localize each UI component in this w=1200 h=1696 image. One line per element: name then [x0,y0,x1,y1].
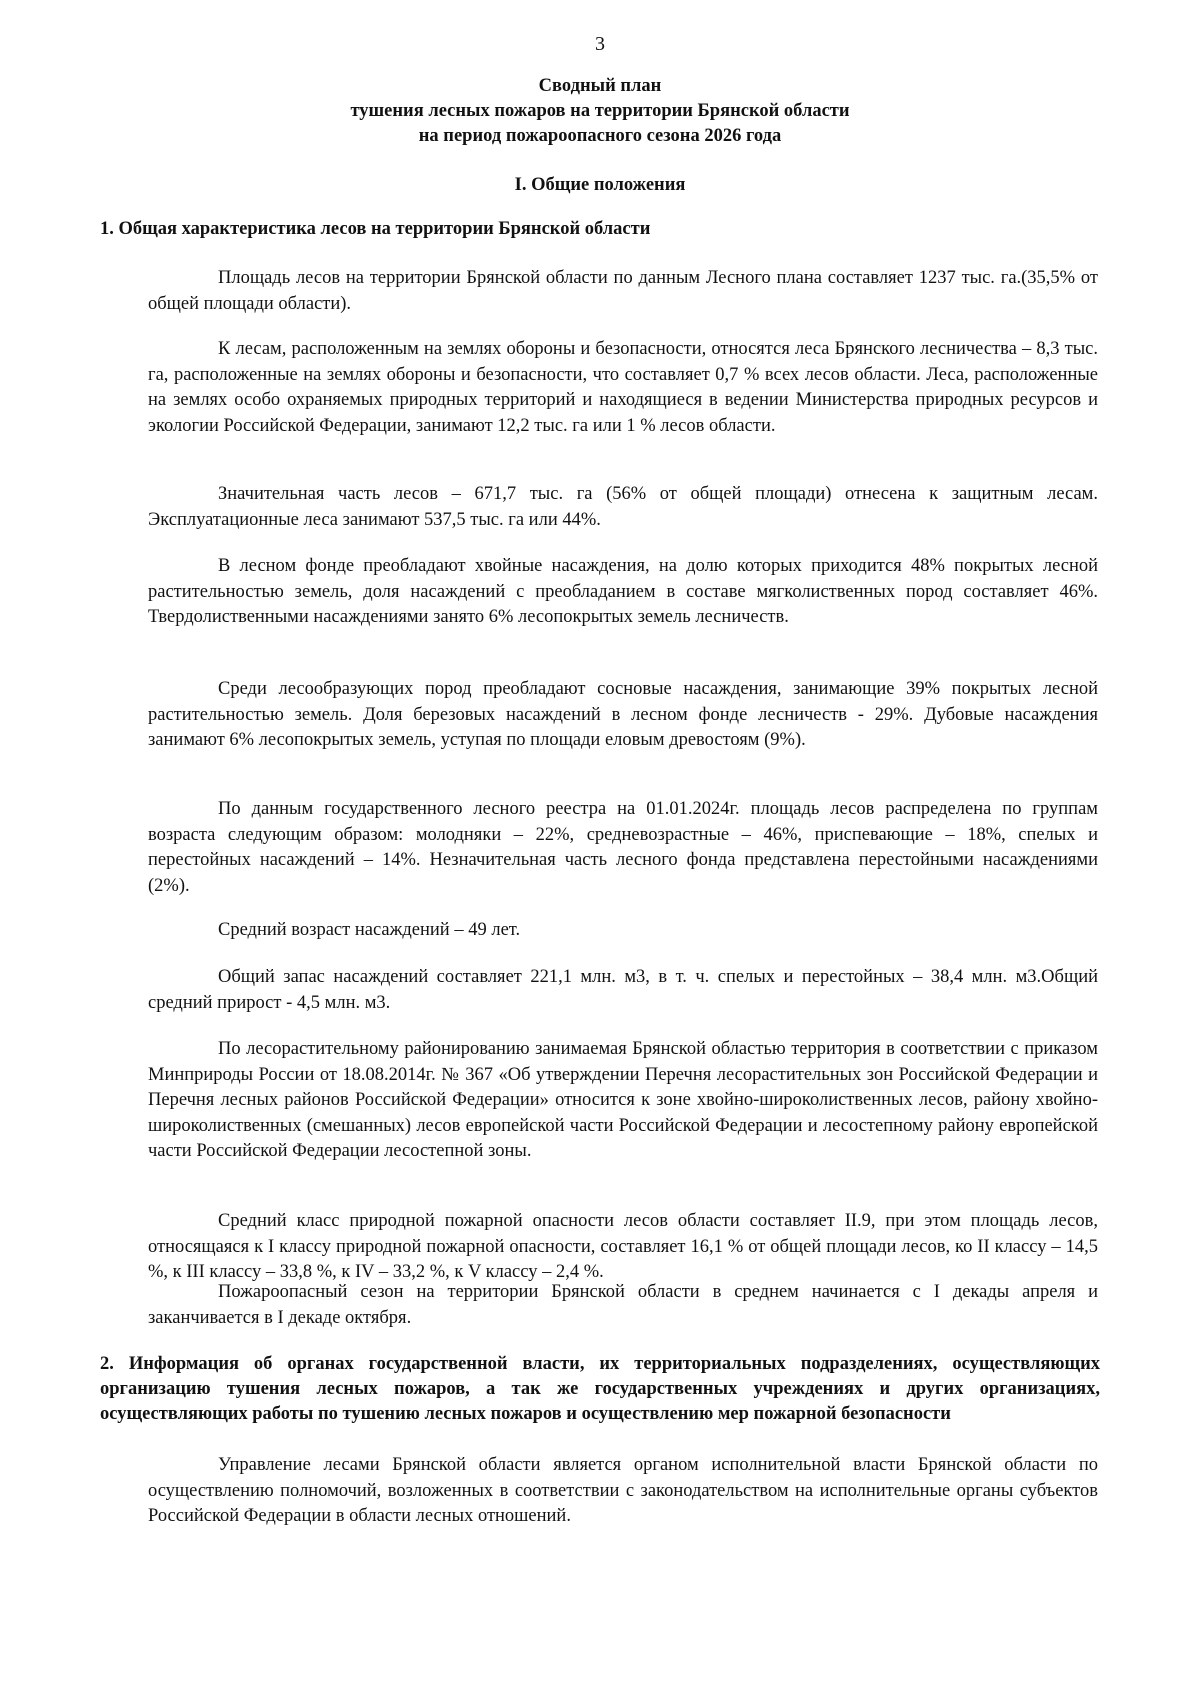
page-number: 3 [595,33,605,55]
paragraph-age-groups: По данным государственного лесного реестра на 01.01.2024г. площадь лесов распределена по группам возраста следующим образом: молодняки – 22%, средневозрастные – 46%, приспевающие – 18%, спелых и перестойных насаждений – 14%. Незначительная часть лесного фонда представлена перестойными насаждениями (2%). [148,799,1098,896]
paragraph-forest-management: Управление лесами Брянской области является органом исполнительной власти Брянской области по осуществлению полномочий, возложенных в соответствии с законодательством на исполнительные органы субъектов Российской Федерации в области лесных отношений. [148,1455,1098,1526]
title-line-2: тушения лесных пожаров на территории Брянской области [350,101,850,121]
subsection-1-heading: 1. Общая характеристика лесов на территории Брянской области [100,219,651,239]
paragraph-zoning: По лесорастительному районированию занимаемая Брянской областью территория в соответствии с приказом Минприроды России от 18.08.2014г. № 367 «Об утверждении Перечня лесорастительных зон Российской Федерации и Перечня лесных районов Российской Федерации» относится к зоне хвойно-широколиственных лесов, району хвойно-широколиственных (смешанных) лесов европейской части Российской Федерации и лесостепному району европейской части Российской Федерации лесостепной зоны. [148,1039,1098,1161]
title-line-3: на период пожароопасного сезона 2026 года [418,126,782,146]
paragraph-fire-season: Пожароопасный сезон на территории Брянской области в среднем начинается с I декады апреля и заканчивается в I декаде октября. [148,1282,1098,1328]
paragraph-average-age: Средний возраст насаждений – 49 лет. [218,920,521,940]
section-heading: I. Общие положения [514,175,686,195]
paragraph-forest-area: Площадь лесов на территории Брянской области по данным Лесного плана составляет 1237 тыс. га.(35,5% от общей площади области). [148,268,1098,314]
paragraph-fire-class: Средний класс природной пожарной опасности лесов области составляет II.9, при этом площадь лесов, относящаяся к I классу природной пожарной опасности, составляет 16,1 % от общей площади лесов, ко II классу – 14,5 %, к III классу – 33,8 %, к IV – 33,2 %, к V классу – 2,4 %. [148,1211,1098,1282]
paragraph-protective-forests: Значительная часть лесов – 671,7 тыс. га (56% от общей площади) отнесена к защитным лесам. Эксплуатационные леса занимают 537,5 тыс. га или 44%. [148,484,1098,530]
paragraph-coniferous: В лесном фонде преобладают хвойные насаждения, на долю которых приходится 48% покрытых лесной растительностью земель, доля насаждений с преобладанием в составе мягколиственных пород составляет 46%. Твердолиственными насаждениями занято 6% лесопокрытых земель лесничеств. [148,556,1098,627]
paragraph-defense-lands: К лесам, расположенным на землях обороны и безопасности, относятся леса Брянского лесничества – 8,3 тыс. га, расположенные на землях обороны и безопасности, что составляет 0,7 % всех лесов области. Леса, расположенные на землях особо охраняемых природных территорий и находящиеся в ведении Министерства природных ресурсов и экологии Российской Федерации, занимают 12,2 тыс. га или 1 % лесов области. [148,339,1098,436]
paragraph-species: Среди лесообразующих пород преобладают сосновые насаждения, занимающие 39% покрытых лесной растительностью земель. Доля березовых насаждений в лесном фонде лесничеств - 29%. Дубовые насаждения занимают 6% лесопокрытых земель, уступая по площади еловым древостоям (9%). [148,679,1098,750]
subsection-2-heading: 2. Информация об органах государственной власти, их территориальных подразделениях, осуществляющих организацию тушения лесных пожаров, а так же государственных учреждениях и других организациях, осуществляющих работы по тушению лесных пожаров и осуществлению мер пожарной безопасности [100,1354,1100,1424]
paragraph-stock: Общий запас насаждений составляет 221,1 млн. м3, в т. ч. спелых и перестойных – 38,4 млн. м3.Общий средний прирост - 4,5 млн. м3. [148,967,1098,1013]
document-title [0,74,1200,149]
title-line-1: Сводный план [538,76,662,96]
